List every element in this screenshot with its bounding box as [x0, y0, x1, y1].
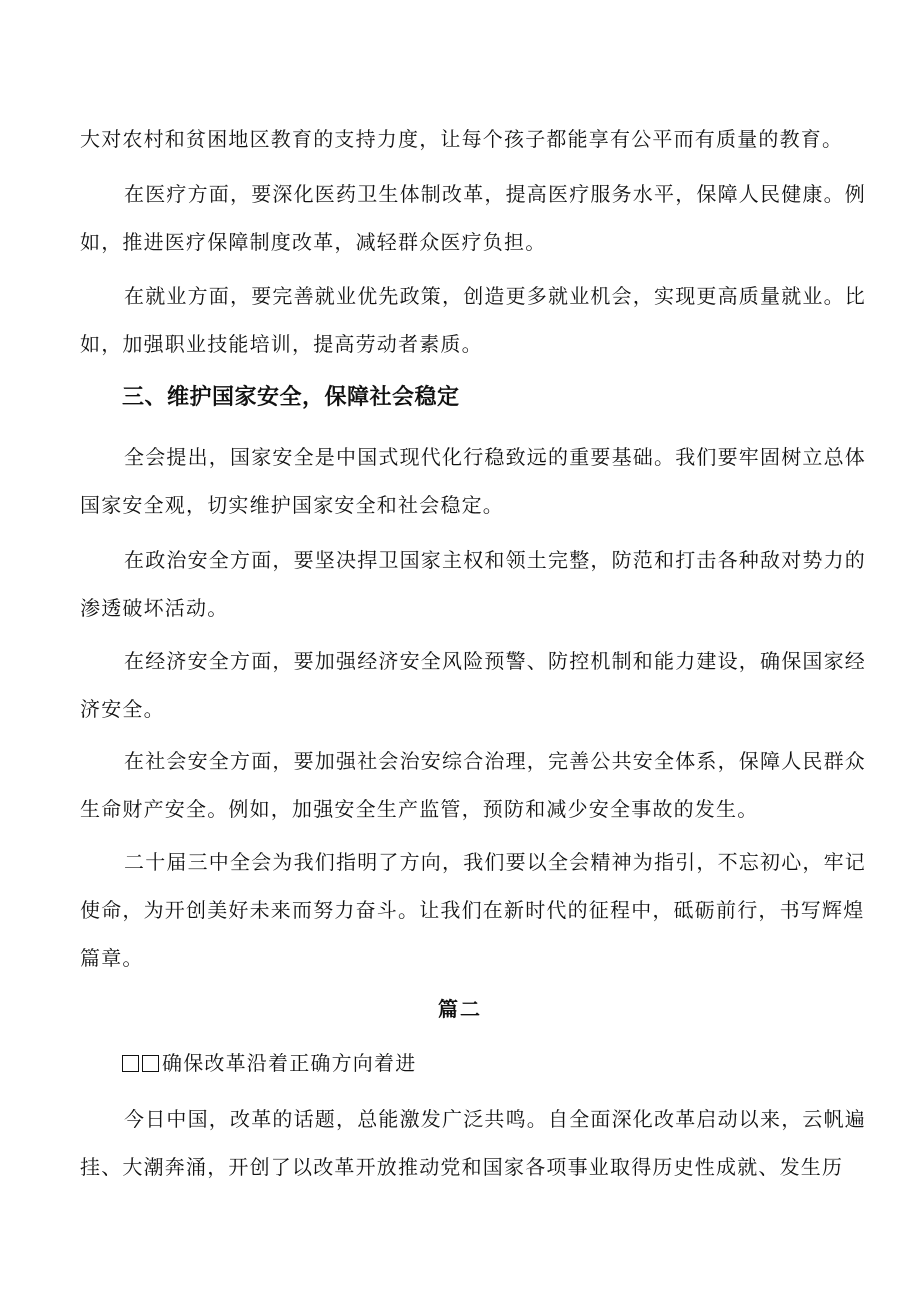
- missing-glyph-box-icon: [122, 1055, 139, 1072]
- paragraph-conclusion: 二十届三中全会为我们指明了方向，我们要以全会精神为指引，不忘初心，牢记使命，为开创美好未来而努力奋斗。让我们在新时代的征程中，砥砺前行，书写辉煌篇章。: [80, 850, 866, 970]
- paragraph-economic-security: 在经济安全方面，要加强经济安全风险预警、防控机制和能力建设，确保国家经济安全。: [80, 649, 866, 721]
- paragraph-social-security: 在社会安全方面，要加强社会治安综合治理，完善公共安全体系，保障人民群众生命财产安全。例如，加强安全生产监管，预防和减少安全事故的发生。: [80, 749, 866, 821]
- paragraph-education-end: 大对农村和贫困地区教育的支持力度，让每个孩子都能享有公平而有质量的教育。: [80, 127, 844, 151]
- section-title: 篇二: [438, 997, 482, 1021]
- paragraph-healthcare: 在医疗方面，要深化医药卫生体制改革，提高医疗服务水平，保障人民健康。例如，推进医疗保障制度改革，减轻群众医疗负担。: [80, 182, 866, 254]
- missing-glyph-box-icon: [142, 1055, 159, 1072]
- heading-national-security: 三、维护国家安全，保障社会稳定: [122, 385, 460, 410]
- paragraph-reform-intro: 今日中国，改革的话题，总能激发广泛共鸣。自全面深化改革启动以来，云帆遍挂、大潮奔涌，开创了以改革开放推动党和国家各项事业取得历史性成就、发生历: [80, 1107, 866, 1179]
- article-subtitle: 确保改革沿着正确方向着进: [122, 1039, 416, 1087]
- paragraph-security-intro: 全会提出，国家安全是中国式现代化行稳致远的重要基础。我们要牢固树立总体国家安全观，切实维护国家安全和社会稳定。: [80, 445, 866, 517]
- paragraph-employment: 在就业方面，要完善就业优先政策，创造更多就业机会，实现更高质量就业。比如，加强职业技能培训，提高劳动者素质。: [80, 284, 866, 356]
- paragraph-political-security: 在政治安全方面，要坚决捍卫国家主权和领土完整，防范和打击各种敌对势力的渗透破坏活动。: [80, 548, 866, 620]
